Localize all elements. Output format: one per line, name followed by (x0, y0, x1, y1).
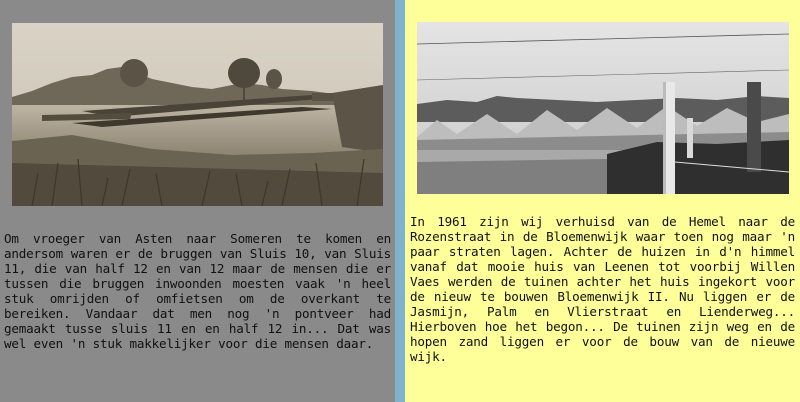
bw-photo-icon (417, 22, 789, 194)
right-panel (405, 0, 800, 402)
left-panel (0, 0, 395, 402)
panel-divider (395, 0, 405, 402)
canal-pontoon-photo (12, 23, 383, 206)
sand-heaps-photo (417, 22, 789, 194)
left-caption: Om vroeger van Asten naar Someren te komen en andersom waren er de bruggen van Sluis 10, van Sluis 11, die van half 12 en van 12 maar de mensen die er tussen die bruggen inwoonden moesten vaak 'n heel stuk omrijden of omfietsen om de overkant te bereiken. Vandaar dat men nog 'n pontveer had gemaakt tusse sluis 11 en en half 12 in... Dat was wel even 'n stuk makkelijker voor die mensen daar. (4, 231, 391, 351)
sepia-photo-icon (12, 23, 383, 206)
right-caption: In 1961 zijn wij verhuisd van de Hemel naar de Rozenstraat in de Bloemenwijk waar toen nog maar 'n paar straten lagen. Achter de huizen in d'n himmel vanaf dat mooie huis van Leenen tot voorbij Willen Vaes werden de tuinen achter het huis ingekort voor de nieuw te bouwen Bloemenwijk II. Nu liggen er de Jasmijn, Palm en Vlierstraat en Lienderweg... Hierboven hoe het begon... De tuinen zijn weg en de hopen zand liggen er voor de bouw van de nieuwe wijk. (410, 214, 795, 364)
